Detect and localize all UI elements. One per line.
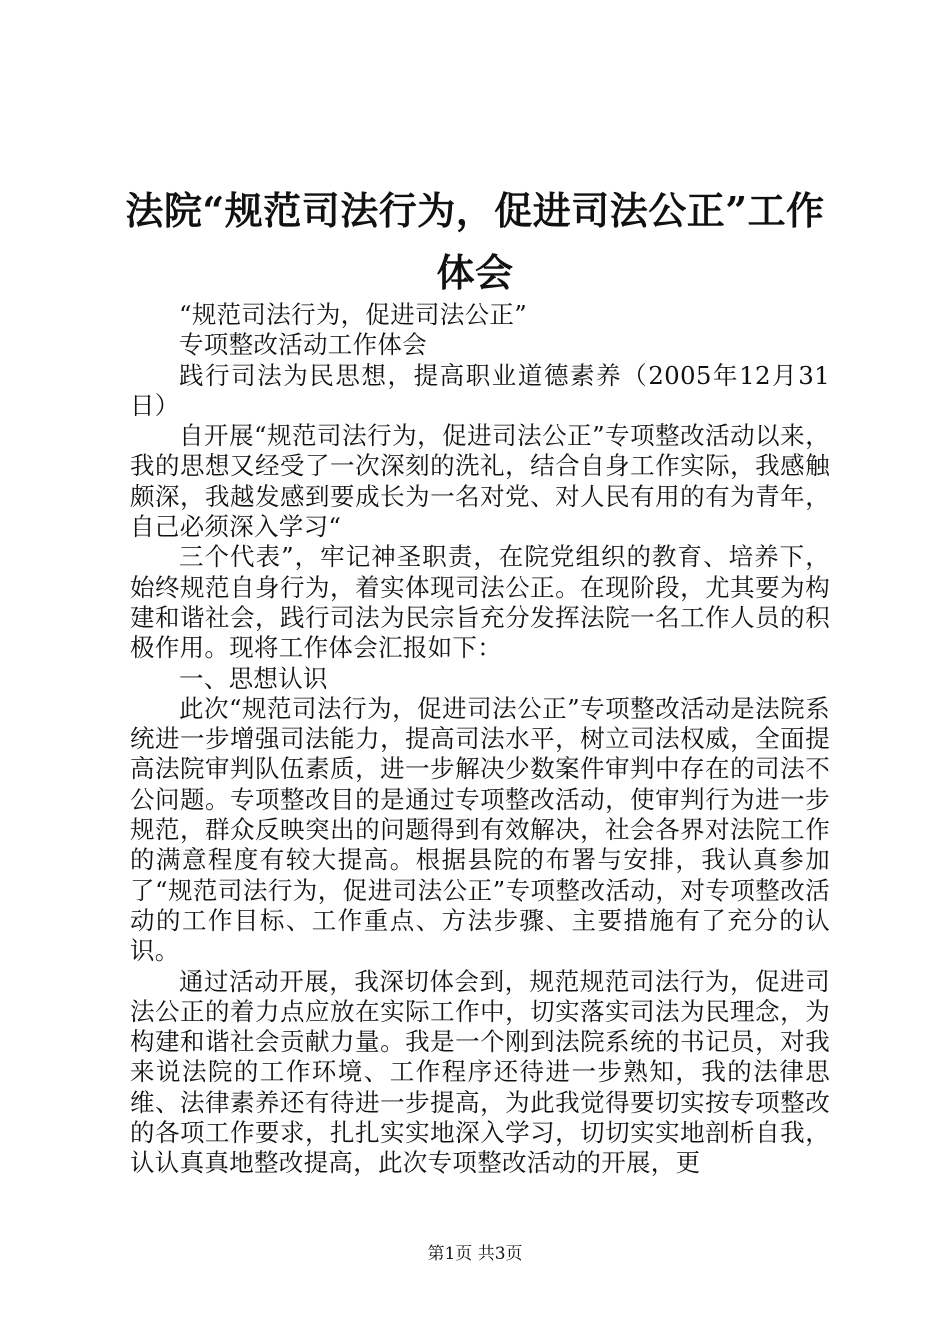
section-heading: 一、思想认识 — [179, 663, 328, 693]
paragraph-subtitle-2: 专项整改活动工作体会 — [179, 330, 427, 360]
document-title: 法院“规范司法行为，促进司法公正”工作体会 — [125, 188, 825, 295]
paragraph-heading-date: 践行司法为民思想，提高职业道德素养（2005年12月31日） — [130, 360, 830, 420]
paragraph-body: 此次“规范司法行为，促进司法公正”专项整改活动是法院系统进一步增强司法能力，提高司法水平，树立司法权威，全面提高法院审判队伍素质，进一步解决少数案件审判中存在的司法不公问题。专项整改目的是通过专项整改活动，使审判行为进一步规范，群众反映突出的问题得到有效解决，社会各界对法院工作的满意程度有较大提高。根据县院的布署与安排，我认真参加了“规范司法行为，促进司法公正”专项整改活动，对专项整改活动的工作目标、工作重点、方法步骤、主要措施有了充分的认识。 — [130, 693, 830, 966]
paragraph-intro-continued: 三个代表”，牢记神圣职责，在院党组织的教育、培养下，始终规范自身行为，着实体现司法公正。在现阶段，尤其要为构建和谐社会，践行司法为民宗旨充分发挥法院一名工作人员的积极作用。现将工作体会汇报如下： — [130, 542, 830, 663]
paragraph-body: 通过活动开展，我深切体会到，规范规范司法行为，促进司法公正的着力点应放在实际工作中，切实落实司法为民理念，为构建和谐社会贡献力量。我是一个刚到法院系统的书记员，对我来说法院的工作环境、工作程序还待进一步熟知，我的法律思维、法律素养还有待进一步提高，为此我觉得要切实按专项整改的各项工作要求，扎扎实实地深入学习，切切实实地剖析自我，认认真真地整改提高，此次专项整改活动的开展，更 — [130, 966, 830, 1178]
paragraph-intro: 自开展“规范司法行为，促进司法公正”专项整改活动以来，我的思想又经受了一次深刻的洗礼，结合自身工作实际，我感触颇深，我越发感到要成长为一名对党、对人民有用的有为青年，自己必须深入学习“ — [130, 421, 830, 542]
paragraph-subtitle: “规范司法行为，促进司法公正” — [179, 300, 528, 329]
document-body — [130, 300, 830, 1179]
page-footer: 第1页 共3页 — [427, 1244, 523, 1264]
